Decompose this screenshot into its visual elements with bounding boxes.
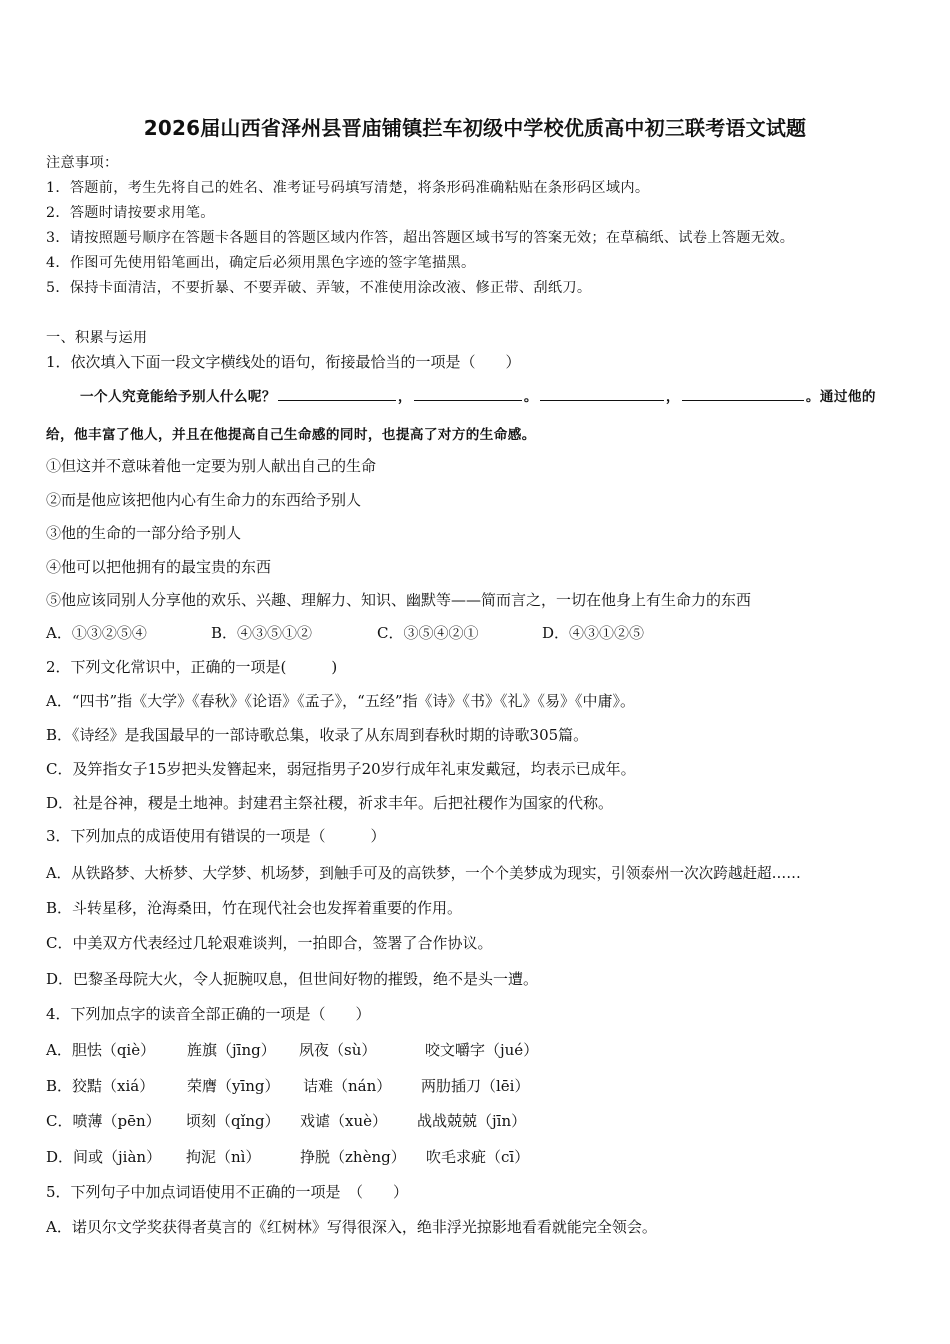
- option-a[interactable]: A．①③②⑤④: [46, 624, 147, 642]
- reading-item: A．胆怯（qiè）: [46, 1041, 156, 1059]
- question-3-option-a[interactable]: A．从铁路梦、大桥梦、大学梦、机场梦，到触手可及的高铁梦，一个个美梦成为现实，引领泰州一次次跨越赶超……: [46, 865, 801, 882]
- reading-item: C．喷薄（pēn）: [46, 1112, 161, 1130]
- notice-item: 4．作图可先使用铅笔画出，确定后必须用黑色字迹的签字笔描黑。: [46, 255, 476, 271]
- question-2-option-a[interactable]: A．“四书”指《大学》《春秋》《论语》《孟子》，“五经”指《诗》《书》《礼》《易》《中庸》。: [46, 692, 636, 710]
- passage-text: 。通过他的: [805, 389, 876, 405]
- notice-item: 3．请按照题号顺序在答题卡各题目的答题区域内作答，超出答题区域书写的答案无效；在草稿纸、试卷上答题无效。: [46, 230, 795, 246]
- question-2-option-b[interactable]: B．《诗经》是我国最早的一部诗歌总集，收录了从东周到春秋时期的诗歌305篇。: [46, 726, 589, 744]
- question-3-stem: 3．下列加点的成语使用有错误的一项是（ ）: [46, 827, 386, 845]
- question-3-option-d[interactable]: D．巴黎圣母院大火，令人扼腕叹息，但世间好物的摧毁，绝不是头一遭。: [46, 970, 539, 988]
- answer-blank[interactable]: [540, 387, 664, 401]
- question-1-item: ③他的生命的一部分给予别人: [46, 524, 242, 542]
- answer-blank[interactable]: [682, 387, 804, 401]
- reading-item: 荣膺（yīng）: [187, 1077, 280, 1095]
- question-4-stem: 4．下列加点字的读音全部正确的一项是（ ）: [46, 1005, 371, 1023]
- reading-item: 诘难（nán）: [303, 1077, 392, 1095]
- question-1-options: [46, 622, 644, 643]
- reading-item: 戏谑（xuè）: [300, 1112, 387, 1130]
- option-c[interactable]: C．③⑤④②①: [377, 624, 479, 642]
- passage-separator: 。: [523, 389, 538, 405]
- notice-item: 1．答题前，考生先将自己的姓名、准考证号码填写清楚，将条形码准确粘贴在条形码区域内。: [46, 180, 650, 196]
- answer-blank[interactable]: [278, 387, 396, 401]
- question-1-item: ②而是他应该把他内心有生命力的东西给予别人: [46, 491, 362, 509]
- option-b[interactable]: B．④③⑤①②: [211, 624, 313, 642]
- question-1-item: ①但这并不意味着他一定要为别人献出自己的生命: [46, 457, 377, 475]
- reading-item: B．狡黠（xiá）: [46, 1077, 155, 1095]
- question-1-stem: 1．依次填入下面一段文字横线处的语句，衔接最恰当的一项是（ ）: [46, 353, 521, 371]
- option-d[interactable]: D．④③①②⑤: [542, 624, 645, 642]
- passage-text: 一个人究竟能给予别人什么呢？: [80, 389, 276, 405]
- notice-item: 2．答题时请按要求用笔。: [46, 205, 215, 221]
- question-5-option-a[interactable]: A．诺贝尔文学奖获得者莫言的《红树林》写得很深入，绝非浮光掠影地看看就能完全领会。: [46, 1218, 657, 1236]
- reading-item: 吹毛求疵（cī）: [426, 1148, 530, 1166]
- reading-item: 战战兢兢（jīn）: [417, 1112, 527, 1130]
- notice-item: 5．保持卡面清洁，不要折暴、不要弄破、弄皱，不准使用涂改液、修正带、刮纸刀。: [46, 280, 592, 296]
- question-5-stem: 5．下列句子中加点词语使用不正确的一项是 （ ）: [46, 1183, 409, 1201]
- reading-item: D．间或（jiàn）: [46, 1148, 162, 1166]
- question-4-option-d[interactable]: [46, 1146, 529, 1167]
- reading-item: 咬文嚼字（jué）: [425, 1041, 539, 1059]
- reading-item: 夙夜（sù）: [299, 1041, 377, 1059]
- question-2-stem: 2．下列文化常识中，正确的一项是( ): [46, 658, 338, 676]
- answer-blank[interactable]: [414, 387, 522, 401]
- question-3-option-b[interactable]: B．斗转星移，沧海桑田，竹在现代社会也发挥着重要的作用。: [46, 899, 463, 917]
- question-4-option-c[interactable]: [46, 1110, 526, 1131]
- passage-separator: ，: [397, 389, 412, 405]
- reading-item: 旌旗（jīng）: [187, 1041, 276, 1059]
- reading-item: 两肋插刀（lēi）: [421, 1077, 530, 1095]
- question-3-option-c[interactable]: C．中美双方代表经过几轮艰难谈判，一拍即合，签署了合作协议。: [46, 934, 493, 952]
- question-4-option-b[interactable]: [46, 1075, 529, 1096]
- reading-item: 顷刻（qǐng）: [186, 1112, 280, 1130]
- question-2-option-c[interactable]: C．及笄指女子15岁把头发簪起来，弱冠指男子20岁行成年礼束发戴冠，均表示已成年。: [46, 760, 636, 778]
- question-2-option-d[interactable]: D．社是谷神，稷是土地神。封建君主祭社稷，祈求丰年。后把社稷作为国家的代称。: [46, 794, 614, 812]
- section-heading: 一、积累与运用: [46, 330, 148, 346]
- reading-item: 挣脱（zhèng）: [300, 1148, 406, 1166]
- notice-header: 注意事项：: [46, 155, 119, 171]
- question-1-passage: [80, 385, 876, 405]
- reading-item: 拘泥（nì）: [186, 1148, 261, 1166]
- question-1-passage-line2: 给，他丰富了他人，并且在他提高自己生命感的同时，也提高了对方的生命感。: [46, 427, 536, 443]
- question-1-item: ⑤他应该同别人分享他的欢乐、兴趣、理解力、知识、幽默等——简而言之，一切在他身上有生命力的东西: [46, 591, 752, 609]
- question-1-item: ④他可以把他拥有的最宝贵的东西: [46, 558, 272, 576]
- passage-separator: ，: [665, 389, 680, 405]
- question-4-option-a[interactable]: [46, 1039, 538, 1060]
- page-title: 2026届山西省泽州县晋庙铺镇拦车初级中学校优质高中初三联考语文试题: [143, 116, 807, 140]
